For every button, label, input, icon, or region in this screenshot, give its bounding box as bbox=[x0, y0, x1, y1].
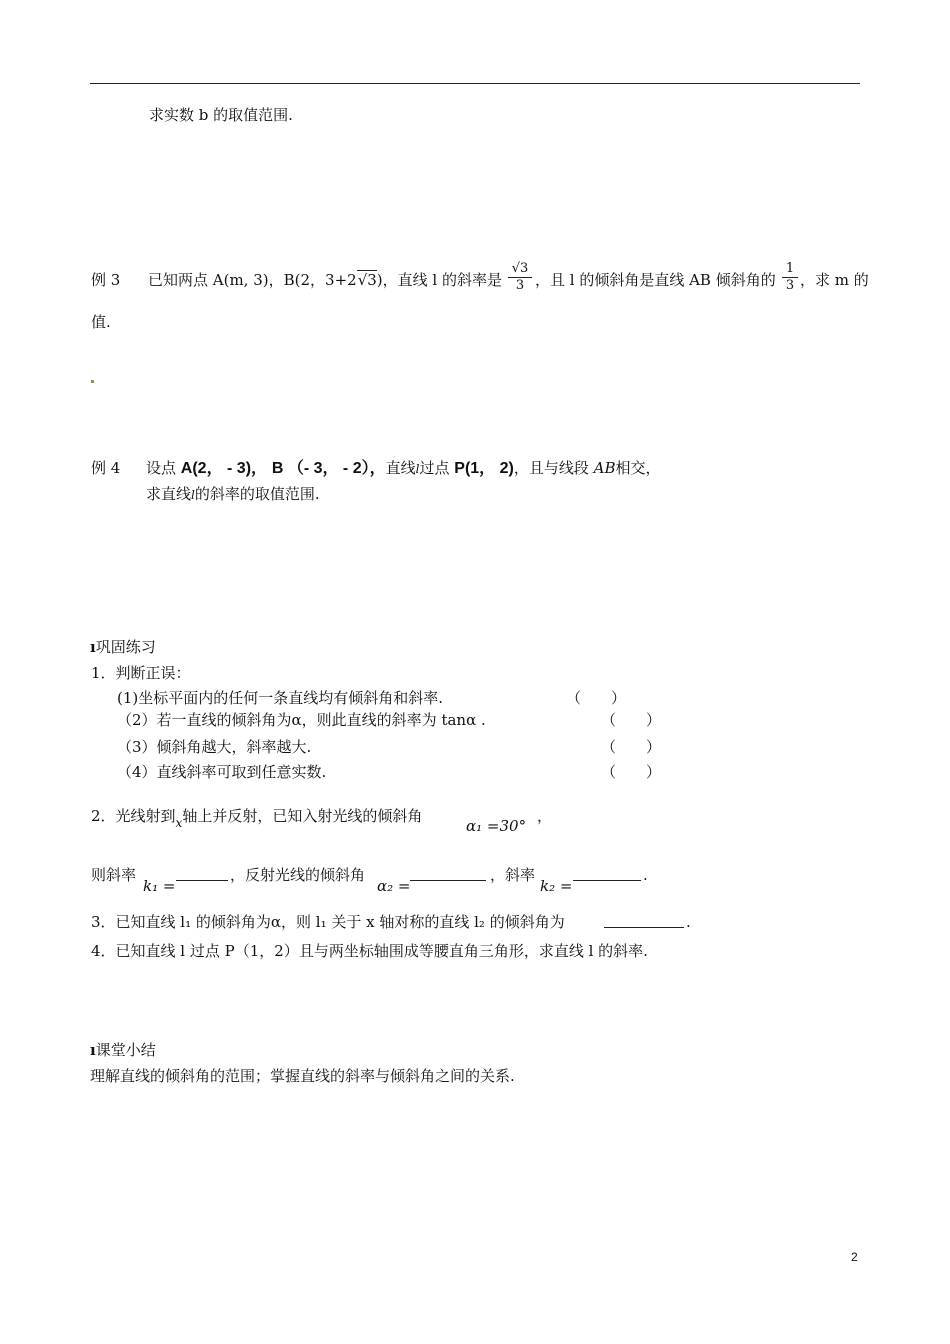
ex3-text-c: ，且 l 的倾斜角是直线 AB 倾斜角的 bbox=[535, 271, 776, 289]
ex4-text-d: ，且与线段 bbox=[513, 459, 589, 477]
q1-paren-3: （ ） bbox=[601, 738, 662, 756]
bullet-icon: ı bbox=[90, 1041, 96, 1059]
q1-item-2: （2）若一直线的倾斜角为α，则此直线的斜率为 tanα . bbox=[117, 711, 486, 729]
ex4-text-b: 直线 bbox=[385, 459, 416, 477]
q3-end: . bbox=[686, 913, 691, 931]
ex4-line2 bbox=[146, 484, 320, 505]
ex3-text-b: )，直线 l 的斜率是 bbox=[376, 271, 502, 289]
q2-k1: k₁ = bbox=[143, 877, 176, 895]
ex3-frac2 bbox=[782, 261, 798, 294]
ex3-line1 bbox=[148, 270, 502, 290]
q2-line1: 2．光线射到$_x$轴上并反射，已知入射光线的倾斜角 bbox=[91, 807, 423, 830]
bullet-icon: ı bbox=[90, 638, 96, 656]
q2-line2-b: ，反射光线的倾斜角 bbox=[230, 866, 366, 884]
ex4-ab: AB bbox=[593, 459, 616, 477]
summary-text: 理解直线的倾斜角的范围；掌握直线的斜率与倾斜角之间的关系. bbox=[90, 1067, 515, 1085]
ex3-frac2-num: 1 bbox=[782, 261, 798, 278]
ex3-text-a: 已知两点 A(m, 3)，B(2，3+2 bbox=[148, 271, 357, 289]
q2-alpha2-blank[interactable] bbox=[410, 866, 486, 885]
q3: 3．已知直线 l₁ 的倾斜角为α，则 l₁ 关于 x 轴对称的直线 l₂ 的倾斜角为 bbox=[91, 913, 565, 931]
summary-heading: ı课堂小结 bbox=[90, 1041, 156, 1059]
q1-item-4: （4）直线斜率可取到任意实数. bbox=[117, 763, 327, 781]
ex4-point-b: B （- 3， - 2）， bbox=[271, 460, 386, 477]
q1-paren-4: （ ） bbox=[601, 763, 662, 781]
q1: 1．判断正误： bbox=[91, 664, 191, 682]
practice-heading: ı巩固练习 bbox=[90, 638, 156, 656]
q2-x: x bbox=[175, 816, 183, 830]
ex3-frac1-den: 3 bbox=[515, 278, 525, 293]
ex3-frac1 bbox=[508, 261, 532, 294]
ex4-line2-b: 的斜率的取值范围. bbox=[194, 485, 320, 503]
ex4-point-a: A(2， - 3)， bbox=[180, 460, 268, 477]
ex4-text-a: 设点 bbox=[146, 459, 177, 477]
q2-end: . bbox=[643, 866, 648, 884]
q3-blank[interactable] bbox=[604, 913, 684, 932]
q1-item-3: （3）倾斜角越大，斜率越大. bbox=[117, 738, 312, 756]
q2-alpha1: α₁ =30° bbox=[466, 817, 527, 835]
q2-line2-c: ，斜率 bbox=[490, 866, 536, 884]
q2-k2-blank[interactable] bbox=[573, 866, 641, 885]
ex3-label: 例 3 bbox=[91, 271, 121, 289]
ex3-frac1-num: √3 bbox=[508, 261, 532, 278]
ex3-text-d: ，求 m 的 bbox=[800, 271, 869, 289]
top-line: 求实数 b 的取值范围. bbox=[149, 106, 293, 124]
q2-k1-blank[interactable] bbox=[176, 866, 228, 885]
header-rule bbox=[90, 83, 860, 84]
q2-k2: k₂ = bbox=[540, 877, 573, 895]
q2-line2: 则斜率 bbox=[91, 866, 137, 884]
ex3-sqrt: √3 bbox=[357, 271, 377, 289]
q2-comma: ， bbox=[537, 807, 553, 825]
q1-item-1: (1)坐标平面内的任何一条直线均有倾斜角和斜率. bbox=[117, 689, 444, 707]
q4: 4．已知直线 l 过点 P（1，2）且与两坐标轴围成等腰直角三角形，求直线 l 的斜率. bbox=[91, 942, 648, 960]
ex4-label: 例 4 bbox=[91, 459, 121, 477]
q2-alpha2: α₂ = bbox=[377, 877, 411, 895]
ex4-point-p: P(1， 2) bbox=[454, 460, 514, 477]
q1-paren-1: （ ） bbox=[566, 689, 627, 707]
q1-paren-2: （ ） bbox=[601, 711, 662, 729]
page-number: 2 bbox=[851, 1250, 858, 1264]
ex4-text-c: 过点 bbox=[419, 459, 450, 477]
ex4-line1 bbox=[146, 458, 661, 479]
ex4-line2-a: 求直线 bbox=[146, 485, 192, 503]
ex3-line2: 值. bbox=[91, 313, 111, 331]
ex3-frac2-den: 3 bbox=[785, 278, 795, 293]
ex4-line2-l: l bbox=[191, 488, 195, 502]
ex4-l: l bbox=[415, 462, 420, 476]
ex4-text-e: 相交， bbox=[615, 459, 661, 477]
green-dot bbox=[91, 380, 94, 383]
